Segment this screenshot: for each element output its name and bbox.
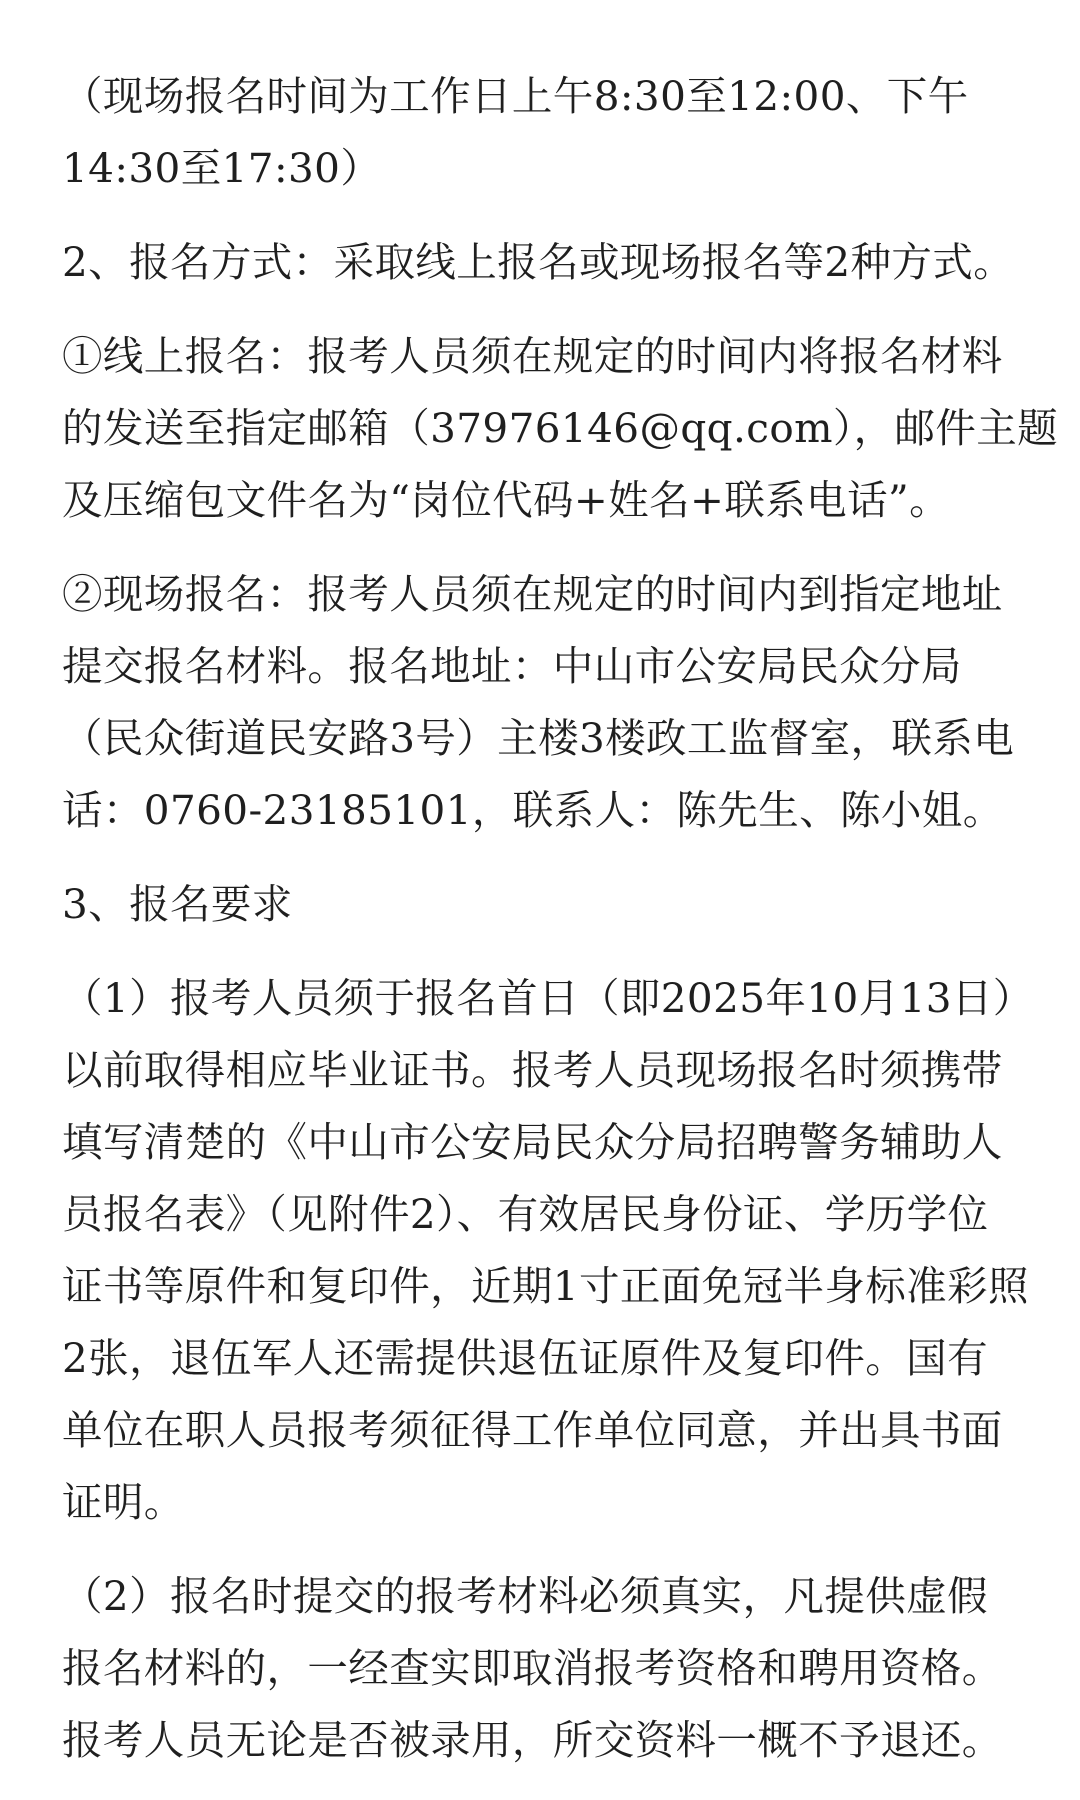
paragraph-requirement-2	[62, 1560, 1022, 1776]
paragraph-online-registration	[62, 320, 1059, 536]
text-line: 报考人员无论是否被录用，所交资料一概不予退还。	[62, 1716, 1003, 1764]
paragraph-onsite-registration	[62, 558, 1022, 846]
text-line: 员报名表》（见附件2）、有效居民身份证、学历学位	[62, 1190, 989, 1238]
text-line: 及压缩包文件名为“岗位代码+姓名+联系电话”。	[62, 476, 950, 524]
text-line: 提交报名材料。报名地址：中山市公安局民众分局	[62, 642, 962, 690]
text-line: 证书等原件和复印件，近期1寸正面免冠半身标准彩照	[62, 1262, 1029, 1310]
text-line: （现场报名时间为工作日上午8:30至12:00、下午	[62, 72, 969, 120]
article-body	[62, 60, 1059, 1776]
section-heading-requirements	[62, 868, 1022, 940]
text-line: 以前取得相应毕业证书。报考人员现场报名时须携带	[62, 1046, 1003, 1094]
text-line: 报名材料的，一经查实即取消报考资格和聘用资格。	[62, 1644, 1003, 1692]
text-line: ①线上报名：报考人员须在规定的时间内将报名材料	[62, 332, 1003, 380]
text-line: 单位在职人员报考须征得工作单位同意，并出具书面	[62, 1406, 1003, 1454]
text-line: ②现场报名：报考人员须在规定的时间内到指定地址	[62, 570, 1003, 618]
text-line: （民众街道民安路3号）主楼3楼政工监督室，联系电	[62, 714, 1015, 762]
text-line: 填写清楚的《中山市公安局民众分局招聘警务辅助人	[62, 1118, 1003, 1166]
paragraph-registration-method	[62, 226, 1022, 298]
text-line: 14:30至17:30）	[62, 144, 382, 192]
text-line: （1）报考人员须于报名首日（即2025年10月13日）	[62, 974, 1034, 1022]
paragraph-onsite-hours	[62, 60, 1022, 204]
text-line: 2张，退伍军人还需提供退伍证原件及复印件。国有	[62, 1334, 988, 1382]
paragraph-requirement-1	[62, 962, 1034, 1538]
text-line: 证明。	[62, 1478, 185, 1526]
text-line: 话：0760-23185101，联系人：陈先生、陈小姐。	[62, 786, 1004, 834]
text-line: 3、报名要求	[62, 880, 293, 928]
text-line: 2、报名方式：采取线上报名或现场报名等2种方式。	[62, 238, 1015, 286]
text-line: 的发送至指定邮箱（37976146@qq.com），邮件主题	[62, 404, 1059, 452]
text-line: （2）报名时提交的报考材料必须真实，凡提供虚假	[62, 1572, 988, 1620]
